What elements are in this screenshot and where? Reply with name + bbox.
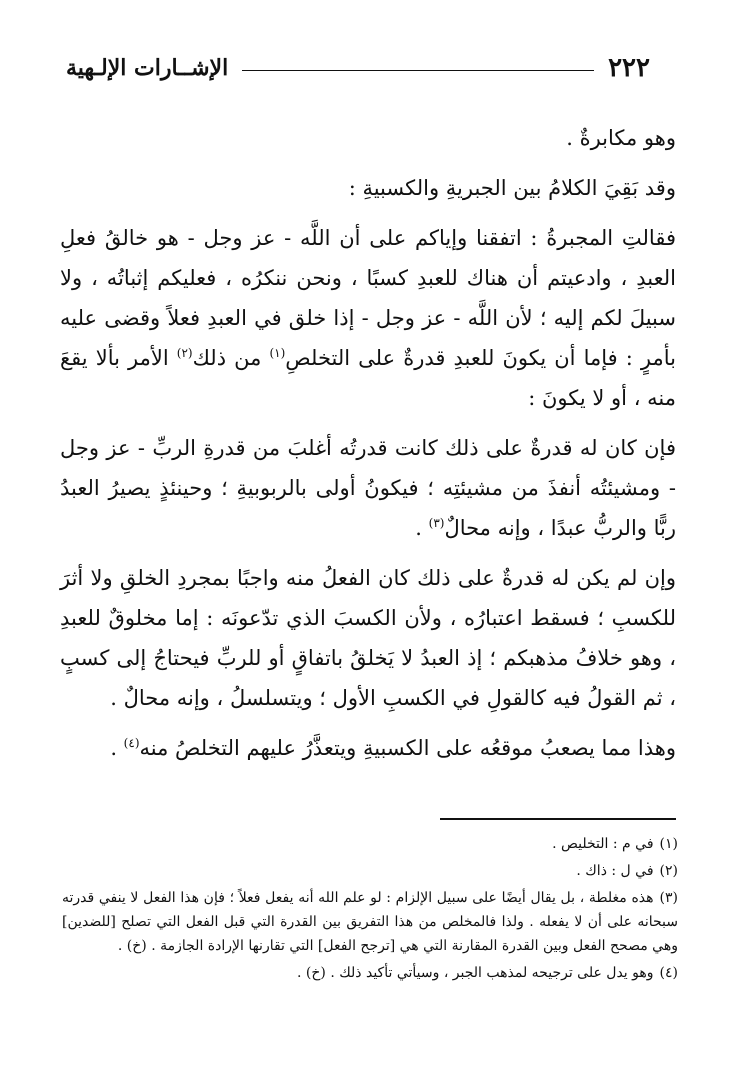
header-rule bbox=[242, 70, 594, 71]
text-run: فإن كان له قدرةٌ على ذلك كانت قدرتُه أغلبَ من قدرةِ الربِّ - عز وجل - ومشيئتُه أنفذَ من مشيئتِه ؛ فيكونُ أولى بالربوبيةِ ؛ وحينئذٍ يصيرُ العبدُ ربًّا والربُّ عبدًا ، وإنه محالٌ bbox=[60, 436, 676, 540]
paragraph bbox=[60, 168, 676, 208]
footnote bbox=[62, 886, 678, 958]
footnote-marker: (١) bbox=[269, 346, 286, 360]
paragraph bbox=[60, 728, 676, 768]
footnote bbox=[62, 961, 678, 985]
footnote-separator bbox=[440, 818, 676, 820]
footnote bbox=[62, 859, 678, 883]
paragraph bbox=[60, 118, 676, 158]
page-header bbox=[66, 52, 650, 84]
text-run: . bbox=[415, 516, 429, 540]
text-run: من ذلك bbox=[192, 346, 270, 370]
footnote-number: (٤) bbox=[659, 965, 678, 981]
footnote-text: في ل : ذاك . bbox=[576, 863, 654, 879]
page-number: ٢٢٢ bbox=[608, 53, 650, 83]
footnote-text: في م : التخليص . bbox=[552, 836, 654, 852]
footnote-number: (١) bbox=[659, 836, 678, 852]
footnote bbox=[62, 832, 678, 856]
text-run: وإن لم يكن له قدرةٌ على ذلك كان الفعلُ منه واجبًا بمجردِ الخلقِ ولا أثرَ للكسبِ ؛ فسقط اعتبارُه ، ولأن الكسبَ الذي تدّعونَه : إما مخلوقٌ للعبدِ ، وهو خلافُ مذهبكم ؛ إذ العبدُ لا يَخلقُ باتفاقٍ أو للربِّ فيحتاجُ إلى كسبٍ ، ثم القولُ فيه كالقولِ في الكسبِ الأول ؛ ويتسلسلُ ، وإنه محالٌ . bbox=[60, 566, 676, 710]
footnote-marker: (٢) bbox=[176, 346, 193, 360]
text-run: . bbox=[110, 736, 124, 760]
paragraph bbox=[60, 428, 676, 548]
footnote-marker: (٤) bbox=[123, 736, 140, 750]
footnote-number: (٢) bbox=[659, 863, 678, 879]
footnote-text: هذه مغلطة ، بل يقال أيضًا على سبيل الإلزام : لو علم الله أنه يفعل فعلاً ؛ فإن هذا الفعل لا ينفي قدرته سبحانه على أن لا يفعله . ولذا فالمخلص من هذا التفريق بين القدرة التي قبل الفعل التي تصلح [للضدين] وهي مصحح الفعل وبين القدرة المقارنة التي هي [ترجح الفعل] التي تقارنها الإرادة الجازمة . (خ) . bbox=[62, 890, 678, 954]
footnotes bbox=[62, 832, 678, 988]
text-line: وقد بَقِيَ الكلامُ بين الجبريةِ والكسبيةِ : bbox=[348, 176, 676, 200]
text-run: وهذا مما يصعبُ موقعُه على الكسبيةِ ويتعذَّرُ عليهم التخلصُ منه bbox=[139, 736, 676, 760]
text-line: وهو مكابرةٌ . bbox=[566, 126, 676, 150]
paragraph bbox=[60, 218, 676, 418]
text-run: فقالتِ المجبرةُ : اتفقنا وإياكم على أن اللَّه - عز وجل - هو خالقُ فعلِ العبدِ ، وادعيتم أن هناك للعبدِ كسبًا ، ونحن ننكرُه ، فعليكم إثباتُه ، ولا سبيلَ لكم إليه ؛ لأن اللَّه - عز وجل - إذا خلق في العبدِ فعلاً وقضى عليه بأمرٍ : فإما أن يكونَ للعبدِ قدرةٌ على التخلصِ bbox=[60, 226, 676, 370]
footnote-text: وهو يدل على ترجيحه لمذهب الجبر ، وسيأتي تأكيد ذلك . (خ) . bbox=[297, 965, 654, 981]
footnote-marker: (٣) bbox=[428, 516, 445, 530]
text-run: الأمر بألا يقعَ منه ، أو لا يكونَ : bbox=[60, 346, 676, 410]
footnote-number: (٣) bbox=[659, 890, 678, 906]
paragraph bbox=[60, 558, 676, 718]
main-text bbox=[60, 118, 676, 768]
running-title: الإشــارات الإلـهية bbox=[66, 55, 229, 81]
